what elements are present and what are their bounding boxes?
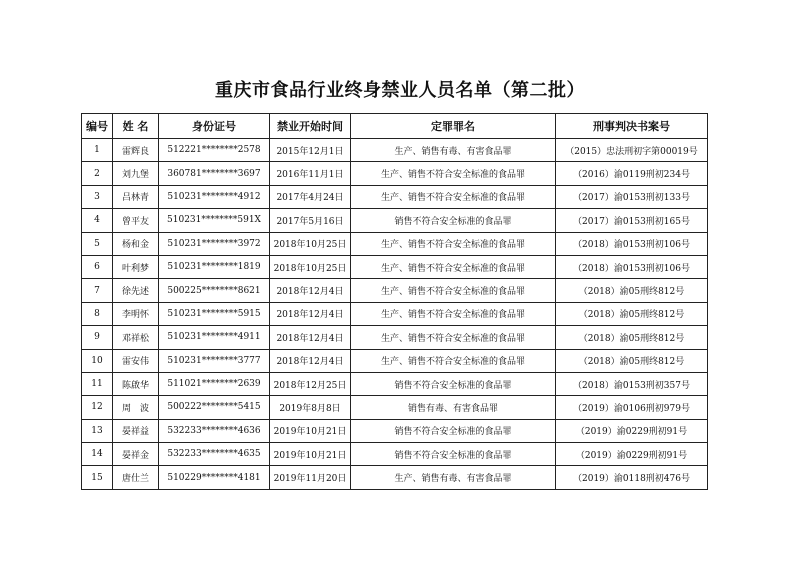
cell-ban-start-date: 2018年10月25日 bbox=[270, 255, 351, 278]
cell-case-number: （2018）渝0153刑初357号 bbox=[556, 372, 708, 395]
table-row bbox=[82, 162, 708, 185]
table-row bbox=[82, 349, 708, 372]
cell-conviction: 生产、销售不符合安全标准的食品罪 bbox=[351, 162, 556, 185]
cell-conviction: 销售有毒、有害食品罪 bbox=[351, 396, 556, 419]
cell-name: 周 波 bbox=[113, 396, 159, 419]
cell-conviction: 销售不符合安全标准的食品罪 bbox=[351, 372, 556, 395]
header-id-number: 身份证号 bbox=[159, 114, 270, 139]
cell-id-number: 510229********4181 bbox=[159, 466, 270, 489]
cell-number: 10 bbox=[82, 349, 113, 372]
cell-name: 邓祥松 bbox=[113, 326, 159, 349]
cell-conviction: 生产、销售有毒、有害食品罪 bbox=[351, 139, 556, 162]
cell-number: 12 bbox=[82, 396, 113, 419]
cell-case-number: （2019）渝0229刑初91号 bbox=[556, 419, 708, 442]
header-number: 编号 bbox=[82, 114, 113, 139]
cell-conviction: 生产、销售不符合安全标准的食品罪 bbox=[351, 326, 556, 349]
cell-conviction: 生产、销售不符合安全标准的食品罪 bbox=[351, 279, 556, 302]
cell-name: 刘九堡 bbox=[113, 162, 159, 185]
table-row bbox=[82, 232, 708, 255]
cell-id-number: 510231********4912 bbox=[159, 185, 270, 208]
cell-number: 4 bbox=[82, 209, 113, 232]
cell-number: 2 bbox=[82, 162, 113, 185]
cell-id-number: 360781********3697 bbox=[159, 162, 270, 185]
cell-ban-start-date: 2018年12月25日 bbox=[270, 372, 351, 395]
cell-conviction: 生产、销售不符合安全标准的食品罪 bbox=[351, 255, 556, 278]
cell-ban-start-date: 2019年10月21日 bbox=[270, 419, 351, 442]
cell-case-number: （2018）渝05刑终812号 bbox=[556, 279, 708, 302]
header-case-number: 刑事判决书案号 bbox=[556, 114, 708, 139]
table-row bbox=[82, 466, 708, 489]
cell-conviction: 销售不符合安全标准的食品罪 bbox=[351, 419, 556, 442]
cell-name: 陈啟华 bbox=[113, 372, 159, 395]
cell-name: 晏祥金 bbox=[113, 443, 159, 466]
header-conviction: 定罪罪名 bbox=[351, 114, 556, 139]
cell-id-number: 532233********4636 bbox=[159, 419, 270, 442]
cell-name: 晏祥益 bbox=[113, 419, 159, 442]
cell-id-number: 510231********591X bbox=[159, 209, 270, 232]
cell-number: 14 bbox=[82, 443, 113, 466]
cell-id-number: 500222********5415 bbox=[159, 396, 270, 419]
table-row bbox=[82, 279, 708, 302]
cell-id-number: 510231********3972 bbox=[159, 232, 270, 255]
cell-id-number: 510231********1819 bbox=[159, 255, 270, 278]
cell-ban-start-date: 2018年12月4日 bbox=[270, 326, 351, 349]
cell-case-number: （2018）渝05刑终812号 bbox=[556, 349, 708, 372]
cell-ban-start-date: 2018年12月4日 bbox=[270, 349, 351, 372]
cell-number: 9 bbox=[82, 326, 113, 349]
cell-case-number: （2017）渝0153刑初165号 bbox=[556, 209, 708, 232]
cell-number: 3 bbox=[82, 185, 113, 208]
cell-number: 1 bbox=[82, 139, 113, 162]
cell-name: 李明怀 bbox=[113, 302, 159, 325]
cell-ban-start-date: 2019年10月21日 bbox=[270, 443, 351, 466]
cell-ban-start-date: 2018年12月4日 bbox=[270, 302, 351, 325]
table-row bbox=[82, 209, 708, 232]
cell-ban-start-date: 2016年11月1日 bbox=[270, 162, 351, 185]
cell-number: 11 bbox=[82, 372, 113, 395]
cell-case-number: （2019）渝0118刑初476号 bbox=[556, 466, 708, 489]
cell-name: 徐先述 bbox=[113, 279, 159, 302]
cell-name: 杨和金 bbox=[113, 232, 159, 255]
cell-ban-start-date: 2015年12月1日 bbox=[270, 139, 351, 162]
cell-name: 曾平友 bbox=[113, 209, 159, 232]
cell-name: 吕林青 bbox=[113, 185, 159, 208]
cell-number: 6 bbox=[82, 255, 113, 278]
document-title: 重庆市食品行业终身禁业人员名单（第二批） bbox=[215, 80, 585, 101]
cell-number: 13 bbox=[82, 419, 113, 442]
table-row bbox=[82, 396, 708, 419]
cell-case-number: （2016）渝0119刑初234号 bbox=[556, 162, 708, 185]
cell-case-number: （2015）忠法刑初字第00019号 bbox=[556, 139, 708, 162]
table-row bbox=[82, 443, 708, 466]
cell-ban-start-date: 2017年4月24日 bbox=[270, 185, 351, 208]
cell-conviction: 生产、销售不符合安全标准的食品罪 bbox=[351, 185, 556, 208]
header-name: 姓 名 bbox=[113, 114, 159, 139]
cell-name: 叶利梦 bbox=[113, 255, 159, 278]
cell-number: 7 bbox=[82, 279, 113, 302]
cell-id-number: 512221********2578 bbox=[159, 139, 270, 162]
cell-id-number: 510231********5915 bbox=[159, 302, 270, 325]
table-row bbox=[82, 139, 708, 162]
cell-case-number: （2018）渝05刑终812号 bbox=[556, 302, 708, 325]
cell-case-number: （2019）渝0106刑初979号 bbox=[556, 396, 708, 419]
table-row bbox=[82, 185, 708, 208]
table-body bbox=[82, 139, 708, 490]
table-row bbox=[82, 419, 708, 442]
table-row bbox=[82, 372, 708, 395]
cell-number: 8 bbox=[82, 302, 113, 325]
cell-ban-start-date: 2018年12月4日 bbox=[270, 279, 351, 302]
table-row bbox=[82, 255, 708, 278]
cell-number: 15 bbox=[82, 466, 113, 489]
cell-id-number: 500225********8621 bbox=[159, 279, 270, 302]
cell-ban-start-date: 2019年8月8日 bbox=[270, 396, 351, 419]
header-ban-start-date: 禁业开始时间 bbox=[270, 114, 351, 139]
table-row bbox=[82, 326, 708, 349]
cell-case-number: （2018）渝0153刑初106号 bbox=[556, 232, 708, 255]
cell-number: 5 bbox=[82, 232, 113, 255]
cell-conviction: 生产、销售有毒、有害食品罪 bbox=[351, 466, 556, 489]
cell-case-number: （2017）渝0153刑初133号 bbox=[556, 185, 708, 208]
cell-name: 雷辉良 bbox=[113, 139, 159, 162]
header-row bbox=[82, 114, 708, 139]
cell-case-number: （2018）渝0153刑初106号 bbox=[556, 255, 708, 278]
roster-table bbox=[81, 113, 708, 490]
table-row bbox=[82, 302, 708, 325]
cell-id-number: 511021********2639 bbox=[159, 372, 270, 395]
cell-case-number: （2018）渝05刑终812号 bbox=[556, 326, 708, 349]
cell-id-number: 510231********4911 bbox=[159, 326, 270, 349]
cell-conviction: 销售不符合安全标准的食品罪 bbox=[351, 443, 556, 466]
cell-ban-start-date: 2019年11月20日 bbox=[270, 466, 351, 489]
cell-id-number: 510231********3777 bbox=[159, 349, 270, 372]
cell-case-number: （2019）渝0229刑初91号 bbox=[556, 443, 708, 466]
cell-id-number: 532233********4635 bbox=[159, 443, 270, 466]
cell-conviction: 生产、销售不符合安全标准的食品罪 bbox=[351, 349, 556, 372]
cell-name: 雷安伟 bbox=[113, 349, 159, 372]
cell-name: 唐仕兰 bbox=[113, 466, 159, 489]
cell-conviction: 销售不符合安全标准的食品罪 bbox=[351, 209, 556, 232]
cell-conviction: 生产、销售不符合安全标准的食品罪 bbox=[351, 302, 556, 325]
cell-ban-start-date: 2017年5月16日 bbox=[270, 209, 351, 232]
cell-ban-start-date: 2018年10月25日 bbox=[270, 232, 351, 255]
cell-conviction: 生产、销售不符合安全标准的食品罪 bbox=[351, 232, 556, 255]
